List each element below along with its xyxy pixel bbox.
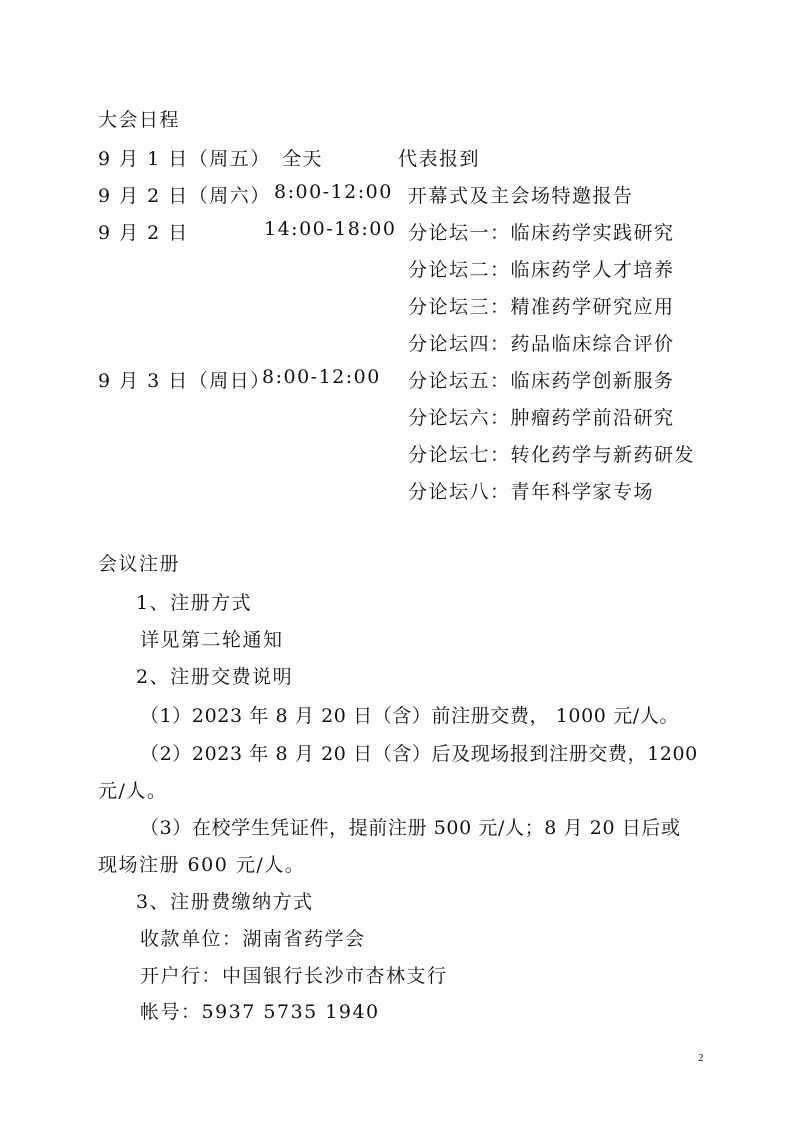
forum-7: 分论坛七：转化药学与新药研发: [408, 444, 696, 466]
schedule-date-2: 9 月 2 日（周六）: [98, 185, 271, 207]
registration-fee-1: （1）2023 年 8 月 20 日（含）前注册交费， 1000 元/人。: [140, 705, 679, 727]
schedule-time-2: 8:00-12:00: [274, 181, 393, 203]
forum-8: 分论坛八：青年科学家专场: [408, 481, 655, 503]
schedule-time-4: 8:00-12:00: [262, 366, 381, 388]
schedule-event-1: 代表报到: [398, 148, 481, 170]
page-number: 2: [698, 1052, 704, 1064]
forum-3: 分论坛三：精准药学研究应用: [408, 296, 675, 318]
schedule-event-2: 开幕式及主会场特邀报告: [408, 185, 634, 207]
schedule-heading: 大会日程: [98, 109, 181, 131]
registration-fee-3-line2: 现场注册 600 元/人。: [98, 854, 306, 876]
forum-2: 分论坛二：临床药学人才培养: [408, 259, 675, 281]
registration-heading: 会议注册: [98, 553, 181, 575]
forum-1: 分论坛一：临床药学实践研究: [408, 222, 675, 244]
registration-fee-2-line2: 元/人。: [98, 780, 168, 802]
schedule-date-4: 9 月 3 日（周日）: [98, 370, 271, 392]
registration-bank: 开户行：中国银行长沙市杏林支行: [140, 965, 448, 987]
schedule-time-1: 全天: [282, 148, 324, 170]
forum-4: 分论坛四：药品临床综合评价: [408, 333, 675, 355]
forum-6: 分论坛六：肿瘤药学前沿研究: [408, 407, 675, 429]
schedule-time-3: 14:00-18:00: [264, 218, 397, 240]
registration-payee: 收款单位：湖南省药学会: [140, 928, 366, 950]
schedule-date-1: 9 月 1 日（周五）: [98, 148, 271, 170]
registration-method-title: 1、注册方式: [136, 592, 253, 614]
registration-fee-title: 2、注册交费说明: [136, 666, 294, 688]
schedule-date-3: 9 月 2 日: [98, 222, 189, 244]
registration-account: 帐号：5937 5735 1940: [140, 1001, 380, 1023]
registration-method-text: 详见第二轮通知: [140, 629, 284, 651]
forum-5: 分论坛五：临床药学创新服务: [408, 370, 675, 392]
registration-fee-3-line1: （3）在校学生凭证件，提前注册 500 元/人；8 月 20 日后或: [140, 817, 681, 839]
registration-fee-2-line1: （2）2023 年 8 月 20 日（含）后及现场报到注册交费，1200: [140, 743, 698, 765]
registration-payment-title: 3、注册费缴纳方式: [136, 891, 314, 913]
